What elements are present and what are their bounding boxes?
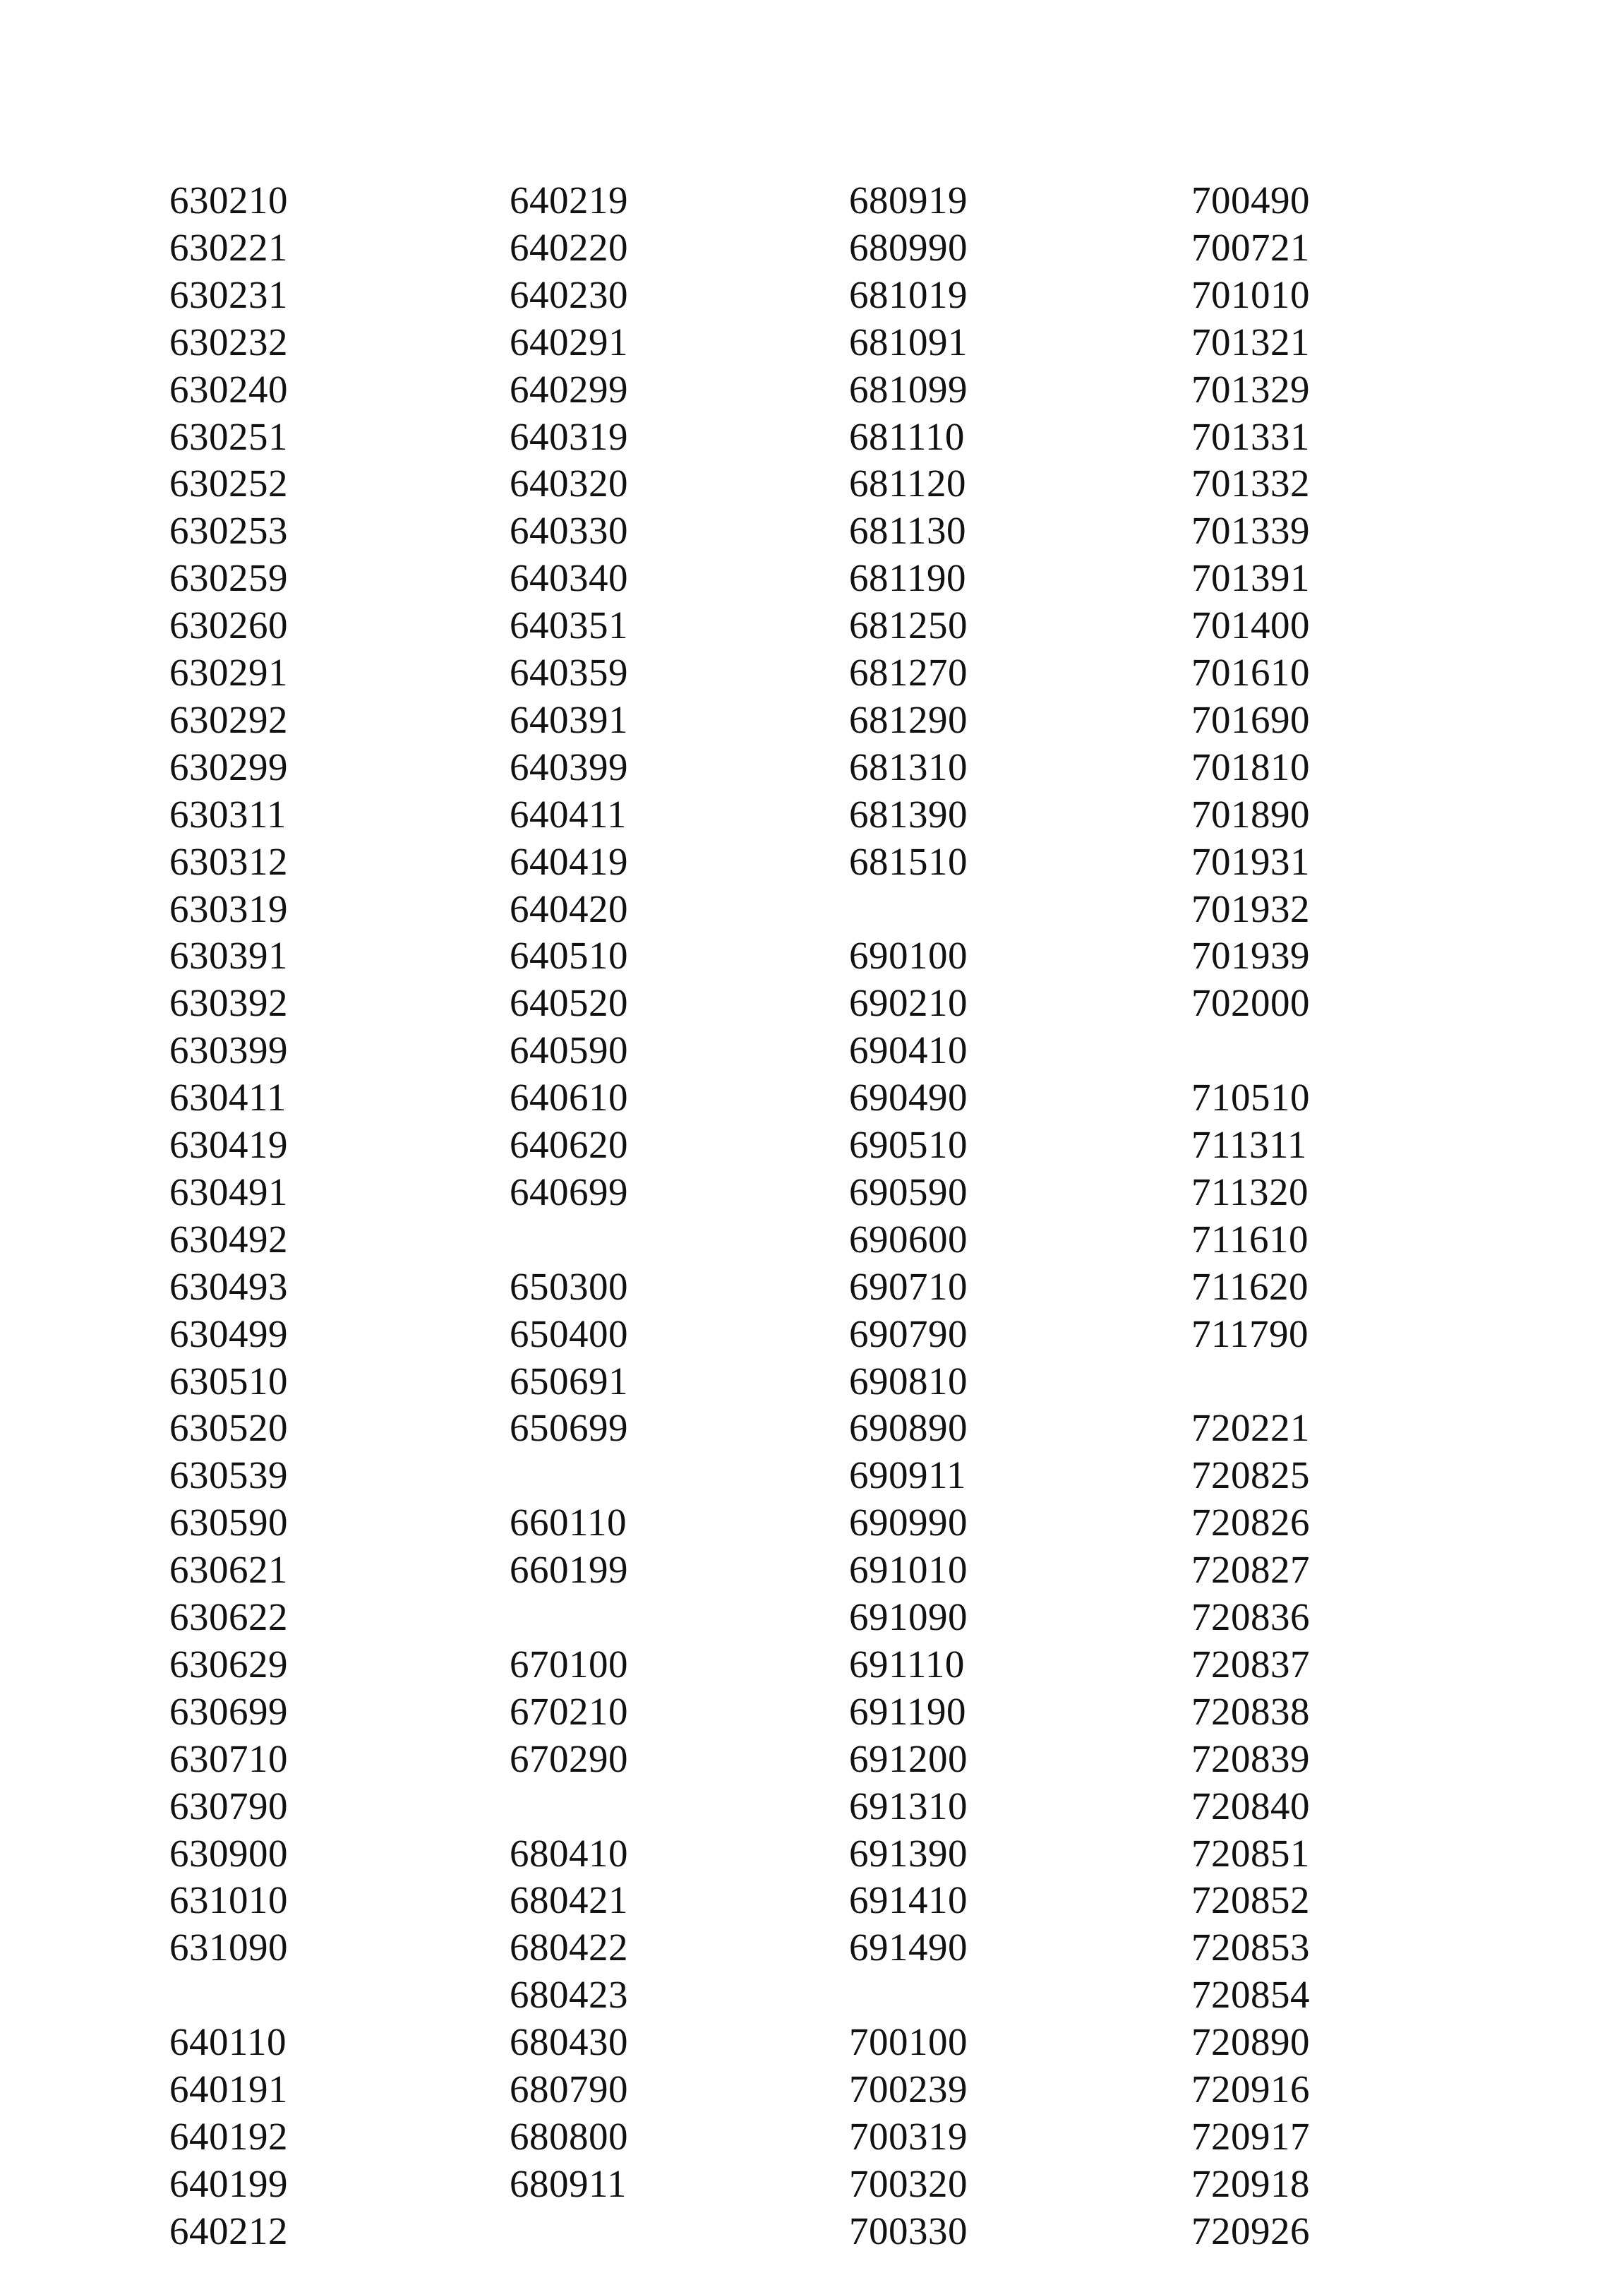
code-entry: 680990 [849,225,968,269]
code-entry: 680422 [510,1926,628,1969]
code-entry: 660199 [510,1548,628,1592]
code-entry: 631090 [169,1926,288,1969]
code-entry: 701321 [1191,320,1310,364]
code-entry: 690510 [849,1123,968,1166]
code-entry: 691390 [849,1831,968,1875]
code-entry: 630391 [169,934,288,978]
code-entry: 711790 [1191,1312,1309,1355]
code-entry: 711320 [1191,1170,1309,1213]
code-entry: 701339 [1191,509,1310,553]
code-entry: 701010 [1191,272,1310,316]
code-entry: 710510 [1191,1076,1310,1120]
code-entry: 630259 [169,556,288,600]
code-entry: 690210 [849,981,968,1025]
code-entry: 701810 [1191,745,1310,788]
code-entry: 701332 [1191,462,1310,505]
code-entry: 630411 [169,1076,287,1120]
code-entry: 690100 [849,934,968,978]
code-entry: 680800 [510,2114,628,2158]
code-entry: 640230 [510,272,628,316]
code-entry: 630240 [169,367,288,411]
code-entry: 701939 [1191,934,1310,978]
code-entry: 701331 [1191,414,1310,458]
code-entry: 720916 [1191,2068,1310,2111]
code-entry: 691490 [849,1926,968,1969]
code-entry: 640212 [169,2209,288,2252]
code-entry: 720918 [1191,2161,1310,2205]
code-entry: 640590 [510,1028,628,1072]
code-entry: 720840 [1191,1784,1310,1828]
code-entry: 670100 [510,1642,628,1686]
code-entry: 640391 [510,697,628,741]
code-entry: 640291 [510,320,628,364]
code-entry: 640359 [510,651,628,694]
code-entry: 630510 [169,1359,288,1403]
code-entry: 630251 [169,414,288,458]
code-entry: 630629 [169,1642,288,1686]
code-entry: 681290 [849,697,968,741]
code-entry: 681019 [849,272,968,316]
code-entry: 701400 [1191,604,1310,647]
code-entry: 640319 [510,414,628,458]
code-entry: 640399 [510,745,628,788]
code-entry: 691190 [849,1689,966,1733]
code-entry: 640220 [510,225,628,269]
code-entry: 690490 [849,1076,968,1120]
code-entry: 640610 [510,1076,628,1120]
code-entry: 630399 [169,1028,288,1072]
code-entry: 660110 [510,1501,627,1544]
code-entry: 691110 [849,1642,965,1686]
code-entry: 670290 [510,1736,628,1780]
code-entry: 640330 [510,509,628,553]
code-entry: 630260 [169,604,288,647]
code-entry: 681270 [849,651,968,694]
code-entry: 680430 [510,2020,628,2064]
code-entry: 700721 [1191,225,1310,269]
code-entry: 630493 [169,1264,288,1308]
code-entry: 630232 [169,320,288,364]
code-entry: 630231 [169,272,288,316]
code-entry: 711311 [1191,1123,1307,1166]
code-entry: 691410 [849,1878,968,1922]
code-entry: 720826 [1191,1501,1310,1544]
code-entry: 680423 [510,1973,628,2017]
code-entry: 720837 [1191,1642,1310,1686]
code-entry: 630499 [169,1312,288,1355]
code-entry: 630311 [169,792,287,836]
code-entry: 711620 [1191,1264,1309,1308]
code-entry: 640351 [510,604,628,647]
code-entry: 630252 [169,462,288,505]
code-entry: 680790 [510,2068,628,2111]
code-entry: 700330 [849,2209,968,2252]
code-entry: 720926 [1191,2209,1310,2252]
code-entry: 720836 [1191,1595,1310,1638]
code-entry: 680421 [510,1878,628,1922]
code-entry: 640320 [510,462,628,505]
code-entry: 691310 [849,1784,968,1828]
code-entry: 681310 [849,745,968,788]
code-entry: 640510 [510,934,628,978]
code-entry: 640219 [510,179,628,222]
code-column-1 [169,0,423,2292]
code-entry: 700100 [849,2020,968,2064]
code-column-2 [510,0,764,2292]
code-entry: 640411 [510,792,627,836]
code-entry: 680911 [510,2161,627,2205]
code-entry: 681091 [849,320,968,364]
code-entry: 720827 [1191,1548,1310,1592]
code-entry: 720890 [1191,2020,1310,2064]
code-entry: 650699 [510,1406,628,1450]
code-column-3 [849,0,1103,2292]
code-entry: 701690 [1191,697,1310,741]
code-entry: 680919 [849,179,968,222]
code-entry: 640419 [510,839,628,883]
code-entry: 700319 [849,2114,968,2158]
code-entry: 630392 [169,981,288,1025]
code-entry: 720838 [1191,1689,1310,1733]
code-entry: 720839 [1191,1736,1310,1780]
code-entry: 701391 [1191,556,1310,600]
code-entry: 700239 [849,2068,968,2111]
code-entry: 640110 [169,2020,287,2064]
code-entry: 700320 [849,2161,968,2205]
code-entry: 720917 [1191,2114,1310,2158]
code-entry: 691010 [849,1548,968,1592]
code-entry: 690890 [849,1406,968,1450]
code-entry: 630291 [169,651,288,694]
code-entry: 640620 [510,1123,628,1166]
code-entry: 630520 [169,1406,288,1450]
code-entry: 630292 [169,697,288,741]
code-entry: 630210 [169,179,288,222]
code-entry: 702000 [1191,981,1310,1025]
code-entry: 690410 [849,1028,968,1072]
code-entry: 681099 [849,367,968,411]
code-entry: 630590 [169,1501,288,1544]
code-entry: 630539 [169,1453,288,1497]
code-entry: 720221 [1191,1406,1310,1450]
code-entry: 631010 [169,1878,288,1922]
code-entry: 630221 [169,225,288,269]
code-entry: 701329 [1191,367,1310,411]
code-entry: 630319 [169,887,288,930]
code-entry: 701890 [1191,792,1310,836]
code-entry: 670210 [510,1689,628,1733]
code-entry: 630253 [169,509,288,553]
code-entry: 640699 [510,1170,628,1213]
code-entry: 630299 [169,745,288,788]
code-entry: 720853 [1191,1926,1310,1969]
code-entry: 690710 [849,1264,968,1308]
code-entry: 640199 [169,2161,288,2205]
code-entry: 640420 [510,887,628,930]
code-entry: 630491 [169,1170,288,1213]
code-entry: 640520 [510,981,628,1025]
code-entry: 630900 [169,1831,288,1875]
code-entry: 690590 [849,1170,968,1213]
code-entry: 691200 [849,1736,968,1780]
code-entry: 630419 [169,1123,288,1166]
code-entry: 640191 [169,2068,288,2111]
code-entry: 630312 [169,839,288,883]
code-entry: 650400 [510,1312,628,1355]
code-entry: 630710 [169,1736,288,1780]
code-entry: 650300 [510,1264,628,1308]
code-entry: 640299 [510,367,628,411]
code-entry: 681130 [849,509,966,553]
code-entry: 701931 [1191,839,1310,883]
code-entry: 690911 [849,1453,966,1497]
code-entry: 640192 [169,2114,288,2158]
code-column-4 [1191,0,1445,2292]
code-entry: 720851 [1191,1831,1310,1875]
code-entry: 681510 [849,839,968,883]
code-entry: 681110 [849,414,965,458]
code-entry: 690810 [849,1359,968,1403]
code-entry: 650691 [510,1359,628,1403]
code-entry: 690600 [849,1217,968,1261]
code-entry: 630621 [169,1548,288,1592]
code-entry: 630699 [169,1689,288,1733]
code-entry: 720825 [1191,1453,1310,1497]
code-entry: 681390 [849,792,968,836]
code-entry: 691090 [849,1595,968,1638]
code-entry: 630492 [169,1217,288,1261]
code-entry: 681250 [849,604,968,647]
code-entry: 720854 [1191,1973,1310,2017]
code-entry: 640340 [510,556,628,600]
code-entry: 630622 [169,1595,288,1638]
code-entry: 680410 [510,1831,628,1875]
code-entry: 690790 [849,1312,968,1355]
code-entry: 701932 [1191,887,1310,930]
code-entry: 711610 [1191,1217,1309,1261]
code-entry: 701610 [1191,651,1310,694]
code-entry: 690990 [849,1501,968,1544]
code-entry: 700490 [1191,179,1310,222]
code-entry: 630790 [169,1784,288,1828]
code-entry: 681190 [849,556,966,600]
code-entry: 720852 [1191,1878,1310,1922]
code-entry: 681120 [849,462,966,505]
